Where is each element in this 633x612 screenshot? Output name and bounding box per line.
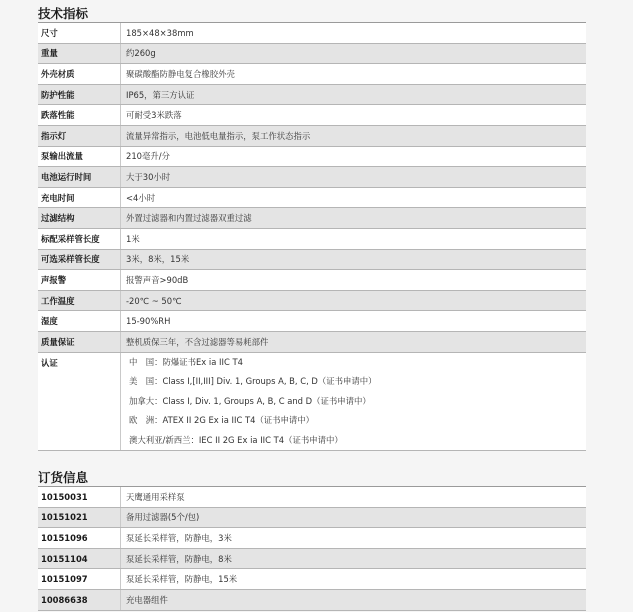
spec-row (38, 208, 586, 229)
spec-value: IP65，第三方认证 (121, 84, 587, 105)
spec-value: 聚碳酸酯防静电复合橡胶外壳 (121, 64, 587, 85)
spec-label: 防护性能 (38, 84, 121, 105)
cert-region: 欧 洲： (129, 415, 163, 425)
spec-value: -20℃ ~ 50℃ (121, 290, 587, 311)
spec-value: 可耐受3米跌落 (121, 105, 587, 126)
spec-label: 过滤结构 (38, 208, 121, 229)
cert-text: IEC II 2G Ex ia IIC T4（证书申请中） (198, 434, 343, 445)
spec-label: 湿度 (38, 311, 121, 332)
spec-value: 大于30小时 (121, 167, 587, 188)
certification-row (38, 352, 586, 451)
certification-label: 认证 (38, 352, 121, 451)
order-row (38, 487, 586, 507)
spec-label: 标配采样管长度 (38, 228, 121, 249)
spec-label: 声报警 (38, 270, 121, 291)
spec-row (38, 249, 586, 270)
order-row (38, 569, 586, 590)
spec-row (38, 228, 586, 249)
cert-region: 澳大利亚/新西兰： (129, 434, 199, 445)
cert-entry-europe (126, 411, 586, 431)
cert-region: 加拿大： (129, 395, 163, 406)
cert-text: ATEX II 2G Ex ia IIC T4（证书申请中） (162, 415, 315, 425)
part-description: 泵延长采样管，防静电，8米 (121, 548, 587, 569)
spec-label: 质量保证 (38, 331, 121, 352)
cert-region: 美 国： (129, 376, 163, 386)
ordering-title: 订货信息 (38, 470, 89, 485)
spec-row (38, 125, 586, 146)
spec-value: 3米，8米，15米 (121, 249, 587, 270)
order-row (38, 507, 586, 528)
spec-row (38, 43, 586, 64)
spec-row (38, 331, 586, 352)
spec-row (38, 167, 586, 188)
order-row (38, 528, 586, 549)
order-row (38, 548, 586, 569)
cert-entry-china (126, 353, 586, 373)
cert-entry-usa (126, 372, 586, 392)
cert-region: 中 国： (129, 356, 163, 367)
spec-row (38, 290, 586, 311)
spec-row (38, 105, 586, 126)
spec-label: 外壳材质 (38, 64, 121, 85)
spec-value: 210毫升/分 (121, 146, 587, 167)
part-number: 10151096 (38, 528, 121, 549)
spec-value: 外置过滤器和内置过滤器双重过滤 (121, 208, 587, 229)
spec-label: 可选采样管长度 (38, 249, 121, 270)
part-description: 天鹰通用采样泵 (121, 487, 587, 507)
spec-label: 泵输出流量 (38, 146, 121, 167)
part-number: 10151097 (38, 569, 121, 590)
spec-label: 充电时间 (38, 187, 121, 208)
cert-text: Class I,[II,III] Div. 1, Groups A, B, C, D（证书申请中） (162, 376, 377, 386)
specs-table (38, 23, 586, 451)
cert-entry-canada (126, 392, 586, 412)
order-row (38, 589, 586, 610)
spec-value: 报警声音>90dB (121, 270, 587, 291)
spec-row (38, 84, 586, 105)
part-number: 10151104 (38, 548, 121, 569)
spec-label: 重量 (38, 43, 121, 64)
part-number: 10150031 (38, 487, 121, 507)
cert-text: Class I, Div. 1, Groups A, B, C and D（证书申请中） (162, 395, 371, 406)
spec-value: 15-90%RH (121, 311, 587, 332)
spec-value: 约260g (121, 43, 587, 64)
spec-value: 1米 (121, 228, 587, 249)
part-description: 备用过滤器(5个/包) (121, 507, 587, 528)
part-number: 10086638 (38, 589, 121, 610)
certification-list (121, 352, 587, 451)
part-description: 泵延长采样管，防静电，3米 (121, 528, 587, 549)
spec-value: 185×48×38mm (121, 23, 587, 43)
spec-row (38, 64, 586, 85)
spec-row (38, 187, 586, 208)
part-number: 10151021 (38, 507, 121, 528)
spec-label: 尺寸 (38, 23, 121, 43)
specs-title: 技术指标 (38, 6, 89, 21)
cert-entry-australia-nz (126, 431, 586, 451)
spec-label: 电池运行时间 (38, 167, 121, 188)
spec-value: 整机质保三年，不含过滤器等易耗部件 (121, 331, 587, 352)
part-description: 泵延长采样管，防静电，15米 (121, 569, 587, 590)
ordering-table (38, 487, 586, 611)
spec-label: 指示灯 (38, 125, 121, 146)
spec-label: 工作温度 (38, 290, 121, 311)
spec-row (38, 311, 586, 332)
spec-row (38, 23, 586, 43)
spec-row (38, 270, 586, 291)
part-description: 充电器组件 (121, 589, 587, 610)
spec-row (38, 146, 586, 167)
cert-text: 防爆证书Ex ia IIC T4 (162, 356, 243, 367)
spec-label: 跌落性能 (38, 105, 121, 126)
spec-value: <4小时 (121, 187, 587, 208)
spec-value: 流量异常指示，电池低电量指示，泵工作状态指示 (121, 125, 587, 146)
